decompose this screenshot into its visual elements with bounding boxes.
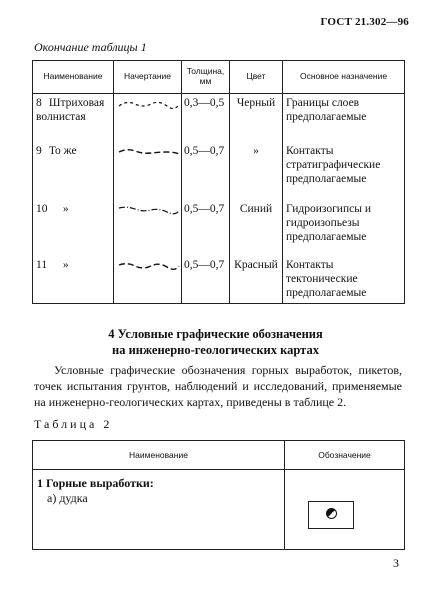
section-title-line2: на инженерно-геологических картах [112, 343, 319, 357]
row-color: » [230, 142, 283, 200]
half-filled-circle-icon [326, 508, 337, 519]
group-title: 1 Горные выработки: [37, 476, 154, 490]
row-number: 11 [36, 258, 48, 271]
table-row [33, 200, 405, 256]
col-header-symbol: Обозначение [285, 441, 405, 470]
row-name: То же [48, 144, 77, 157]
row-number: 10 [36, 202, 48, 215]
short-dash-wavy-line-icon [114, 94, 182, 142]
row-thickness: 0,5—0,7 [182, 142, 230, 200]
col-header-name: Наименование [33, 441, 285, 470]
item-label: а) дудка [47, 491, 88, 505]
section-title [0, 326, 431, 358]
col-header-thickness: Толщина, мм [182, 61, 230, 94]
row-color: Красный [230, 256, 283, 304]
table2-header-row [33, 441, 405, 470]
section-paragraph: Условные графические обозначения горных выработок, пикетов, точек испытания грунтов, наблюдений и исследований, применяемые на инженерно-геологических картах, приведены в таблице 2. [34, 363, 402, 410]
symbols-table [32, 440, 405, 550]
row-name: Штриховая волнистая [36, 97, 105, 124]
row-thickness: 0,3—0,5 [182, 94, 230, 142]
page-number: 3 [393, 556, 399, 570]
document-code: ГОСТ 21.302—96 [320, 16, 409, 28]
row-thickness: 0,5—0,7 [182, 256, 230, 304]
col-header-purpose: Основное назначение [283, 61, 405, 94]
table2-caption: Таблица 2 [34, 417, 113, 431]
row-name: » [62, 202, 69, 215]
table1-continuation-caption: Окончание таблицы 1 [34, 40, 147, 54]
row-thickness: 0,5—0,7 [182, 200, 230, 256]
row-color: Синий [230, 200, 283, 256]
row-name: » [62, 258, 69, 271]
row-color: Черный [230, 94, 283, 142]
table-row [33, 256, 405, 304]
line-styles-table [32, 60, 405, 304]
row-name-cell [33, 94, 114, 142]
col-header-color: Цвет [230, 61, 283, 94]
row-name-cell [33, 200, 114, 256]
symbol-frame [308, 501, 354, 529]
row-purpose: Гидроизогипсы и гидроизопьезы предполагаемые [283, 200, 405, 256]
table-row [33, 142, 405, 200]
section-title-line1: 4 Условные графические обозначения [108, 327, 323, 341]
row-name-cell [33, 256, 114, 304]
long-dash-wavy-line-icon [114, 142, 182, 200]
table-row [33, 94, 405, 142]
row-name-cell [33, 142, 114, 200]
row-purpose: Границы слоев предполагаемые [283, 94, 405, 142]
table1-header-row [33, 61, 405, 94]
row-number: 8 [36, 97, 42, 109]
col-header-name: Наименование [33, 61, 114, 94]
table2-name-cell [33, 470, 285, 550]
row-purpose: Контакты стратиграфические предполагаемые [283, 142, 405, 200]
dash-dot-wavy-line-icon [114, 200, 182, 256]
long-dash-wavy-line-icon [114, 256, 182, 304]
row-purpose: Контакты тектонические предполагаемые [283, 256, 405, 304]
row-number: 9 [36, 144, 42, 157]
col-header-style: Начертание [114, 61, 182, 94]
